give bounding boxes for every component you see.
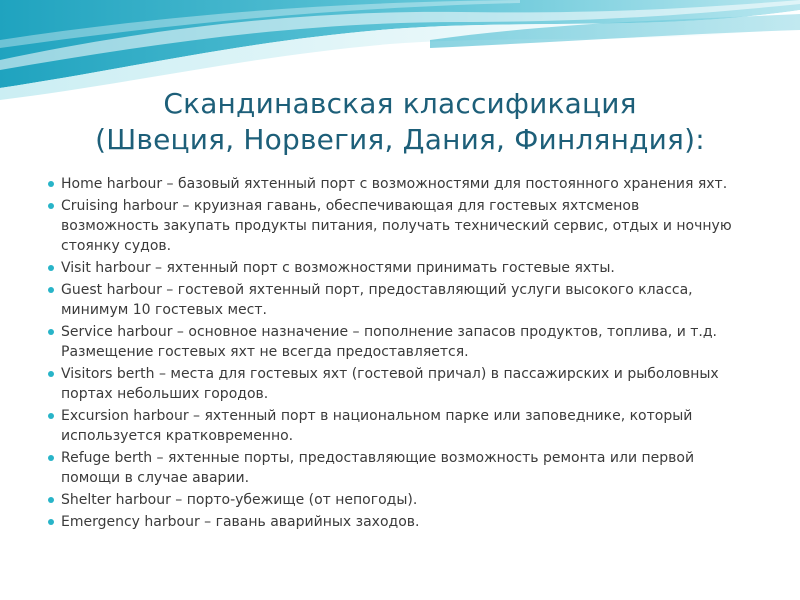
list-item (46, 364, 736, 404)
list-item (46, 512, 736, 532)
list-item (46, 322, 736, 362)
bullet-icon (48, 181, 54, 187)
list-item-text: Service harbour – основное назначение – пополнение запасов продуктов, топлива, и т.д. Размещение гостевых яхт не всегда предоставляется. (61, 324, 717, 360)
bullet-icon (48, 497, 54, 503)
list-item-text: Home harbour – базовый яхтенный порт с возможностями для постоянного хранения яхт. (61, 176, 728, 192)
bullet-icon (48, 413, 54, 419)
list-item (46, 258, 736, 278)
list-item-text: Refuge berth – яхтенные порты, предоставляющие возможность ремонта или первой помощи в случае аварии. (61, 450, 695, 486)
list-item-text: Excursion harbour – яхтенный порт в национальном парке или заповеднике, который используется кратковременно. (61, 408, 693, 444)
list-item-text: Emergency harbour – гавань аварийных заходов. (61, 514, 420, 530)
bullet-icon (48, 203, 54, 209)
list-item (46, 174, 736, 194)
bullet-list (46, 174, 736, 534)
bullet-icon (48, 329, 54, 335)
bullet-icon (48, 371, 54, 377)
list-item (46, 406, 736, 446)
title-line-1: Скандинавская классификация (163, 87, 637, 120)
list-item (46, 490, 736, 510)
list-item-text: Visitors berth – места для гостевых яхт (гостевой причал) в пассажирских и рыболовных портах небольших городов. (61, 366, 719, 402)
list-item-text: Cruising harbour – круизная гавань, обеспечивающая для гостевых яхтсменов возможность закупать продукты питания, получать технический сервис, отдых и ночную стоянку судов. (61, 198, 732, 254)
list-item-text: Guest harbour – гостевой яхтенный порт, предоставляющий услуги высокого класса, минимум 10 гостевых мест. (61, 282, 693, 318)
title-line-2: (Швеция, Норвегия, Дания, Финляндия): (95, 123, 705, 156)
list-item (46, 280, 736, 320)
bullet-icon (48, 287, 54, 293)
list-item (46, 448, 736, 488)
bullet-icon (48, 519, 54, 525)
list-item-text: Shelter harbour – порто-убежище (от непогоды). (61, 492, 418, 508)
page-title (40, 86, 760, 158)
bullet-icon (48, 265, 54, 271)
list-item (46, 196, 736, 256)
bullet-icon (48, 455, 54, 461)
list-item-text: Visit harbour – яхтенный порт с возможностями принимать гостевые яхты. (61, 260, 615, 276)
